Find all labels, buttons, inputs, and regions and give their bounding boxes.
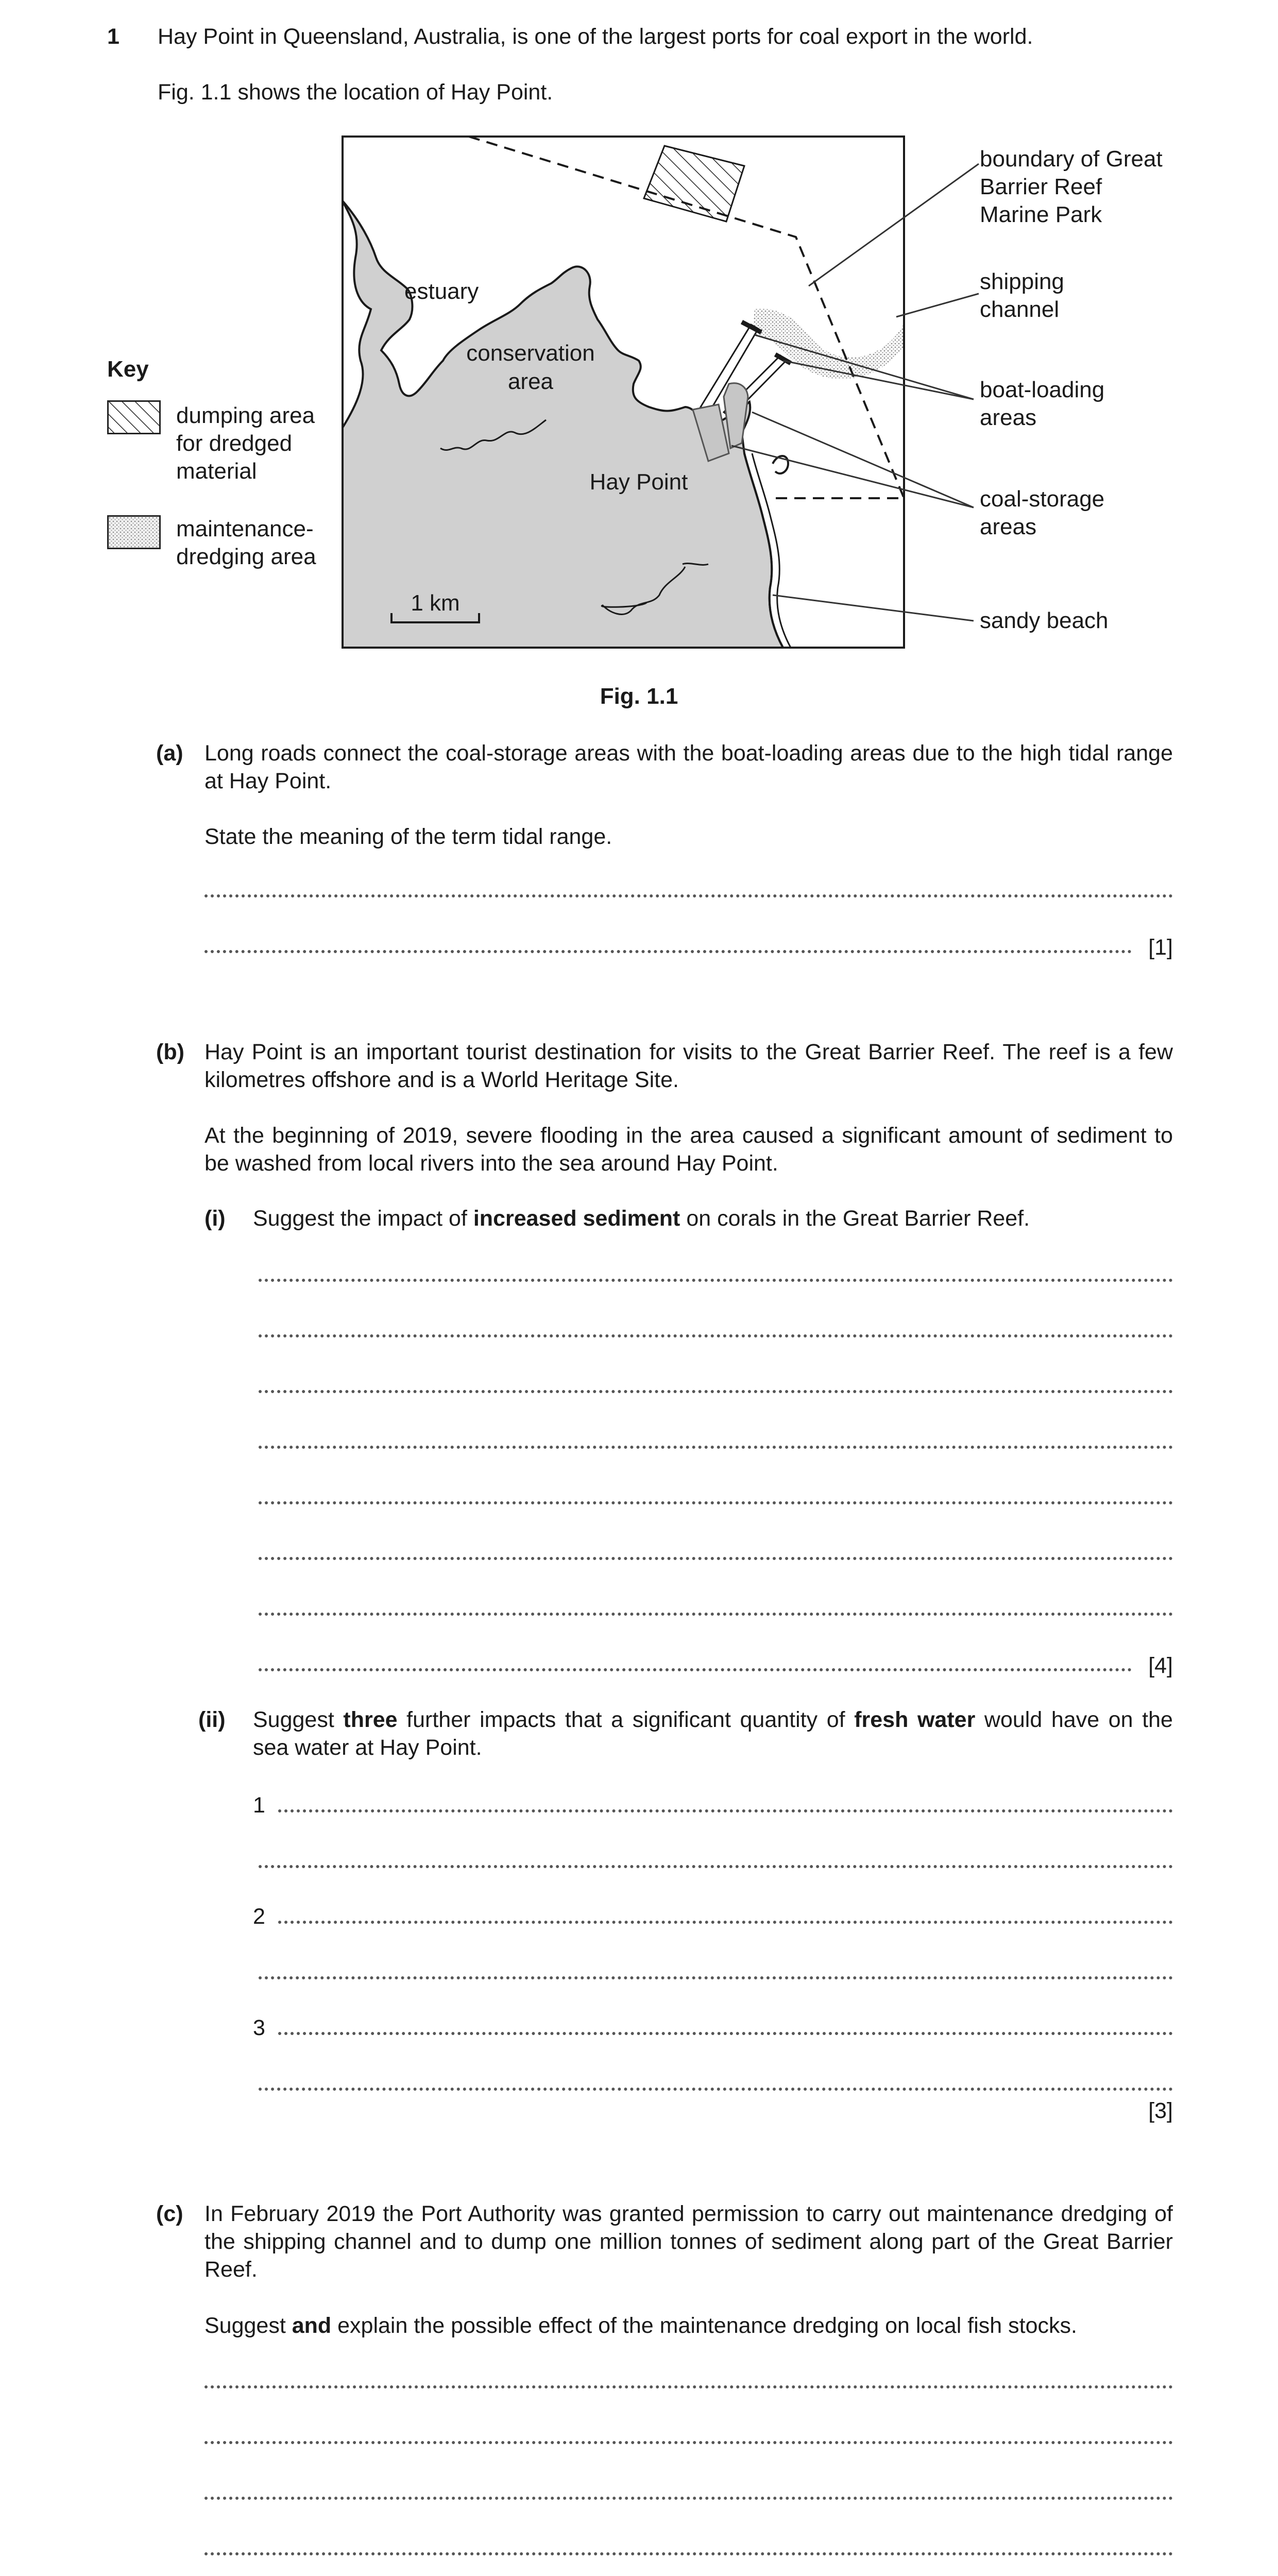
- answer-line[interactable]: [259, 1279, 1173, 1282]
- answer-number-1: 1: [253, 1793, 265, 1818]
- answer-line[interactable]: [278, 1809, 1173, 1812]
- figure-reference: Fig. 1.1 shows the location of Hay Point.: [158, 80, 553, 105]
- callout-sandy-beach: sandy beach: [980, 608, 1109, 633]
- part-a-text: Long roads connect the coal-storage areas with the boat-loading areas due to the high tidal range at Hay Point.: [205, 741, 1173, 793]
- key-dredging-label: maintenance- dredging area: [176, 516, 316, 569]
- answer-line[interactable]: [278, 1921, 1173, 1924]
- callout-boundary: boundary of Great Barrier Reef Marine Park: [980, 146, 1163, 227]
- map-label-estuary: estuary: [404, 279, 479, 304]
- part-b-i-question: Suggest the impact of increased sediment on corals in the Great Barrier Reef.: [253, 1206, 1030, 1231]
- leader-boundary: [809, 164, 979, 286]
- figure-caption: Fig. 1.1: [600, 684, 678, 709]
- key-dumping-label: dumping area for dredged material: [176, 403, 315, 484]
- answer-line[interactable]: [259, 1668, 1132, 1671]
- part-b-text-2: At the beginning of 2019, severe flooding in the area caused a significant amount of sediment to be washed from local rivers into the sea around Hay Point.: [205, 1123, 1173, 1176]
- part-a-prompt: State the meaning of the term tidal range.: [205, 824, 612, 849]
- question-number: 1: [107, 24, 120, 49]
- answer-line[interactable]: [259, 1334, 1173, 1337]
- answer-line[interactable]: [259, 1390, 1173, 1393]
- map-label-conservation: conservation: [466, 341, 595, 366]
- answer-line[interactable]: [205, 2552, 1173, 2555]
- answer-number-2: 2: [253, 1904, 265, 1929]
- answer-line[interactable]: [259, 1557, 1173, 1560]
- part-b-text-1: Hay Point is an important tourist destination for visits to the Great Barrier Reef. The reef is a few kilometres offshore and is a World Heritage Site.: [205, 1040, 1173, 1092]
- answer-line[interactable]: [259, 1865, 1173, 1868]
- part-a-label: (a): [156, 741, 183, 766]
- part-b-label: (b): [156, 1040, 184, 1064]
- answer-line[interactable]: [205, 2385, 1173, 2388]
- map-label-hay-point: Hay Point: [589, 469, 688, 495]
- callout-boat-loading: boat-loading areas: [980, 377, 1105, 430]
- part-b-ii-label: (ii): [198, 1707, 226, 1732]
- part-b-i-marks: [4]: [1148, 1653, 1173, 1678]
- map-scale-label: 1 km: [411, 590, 460, 616]
- answer-line[interactable]: [205, 950, 1132, 953]
- part-c-label: (c): [156, 2201, 183, 2226]
- answer-number-3: 3: [253, 2015, 265, 2040]
- answer-line[interactable]: [278, 2032, 1173, 2035]
- key-title: Key: [107, 357, 149, 382]
- part-b-i-label: (i): [205, 1206, 226, 1231]
- answer-line[interactable]: [259, 1976, 1173, 1979]
- part-c-text: In February 2019 the Port Authority was granted permission to carry out maintenance dredging of the shipping channel and to dump one million tonnes of sediment along part of the Great Barrier Reef.: [205, 2201, 1173, 2282]
- answer-line[interactable]: [259, 1613, 1173, 1616]
- leader-boat-1: [755, 335, 974, 399]
- answer-line[interactable]: [205, 894, 1173, 897]
- part-a-marks: [1]: [1148, 935, 1173, 960]
- callout-shipping-channel: shipping channel: [980, 269, 1064, 322]
- answer-line[interactable]: [259, 1446, 1173, 1449]
- part-b-ii-question: Suggest three further impacts that a significant quantity of fresh water would have on the sea water at Hay Point.: [253, 1707, 1173, 1760]
- callout-coal-storage: coal-storage areas: [980, 486, 1105, 539]
- leader-shipping: [896, 294, 979, 317]
- dumping-area-shape: [644, 146, 744, 222]
- answer-line[interactable]: [205, 2441, 1173, 2444]
- map-label-conservation-area: area: [507, 369, 554, 394]
- part-b-ii-marks: [3]: [1148, 2098, 1173, 2123]
- answer-line[interactable]: [205, 2497, 1173, 2500]
- leader-beach: [773, 595, 974, 621]
- question-intro: Hay Point in Queensland, Australia, is one of the largest ports for coal export in the world.: [158, 24, 1033, 49]
- part-c-question: Suggest and explain the possible effect of the maintenance dredging on local fish stocks.: [205, 2313, 1077, 2338]
- answer-line[interactable]: [259, 2088, 1173, 2091]
- answer-line[interactable]: [259, 1501, 1173, 1504]
